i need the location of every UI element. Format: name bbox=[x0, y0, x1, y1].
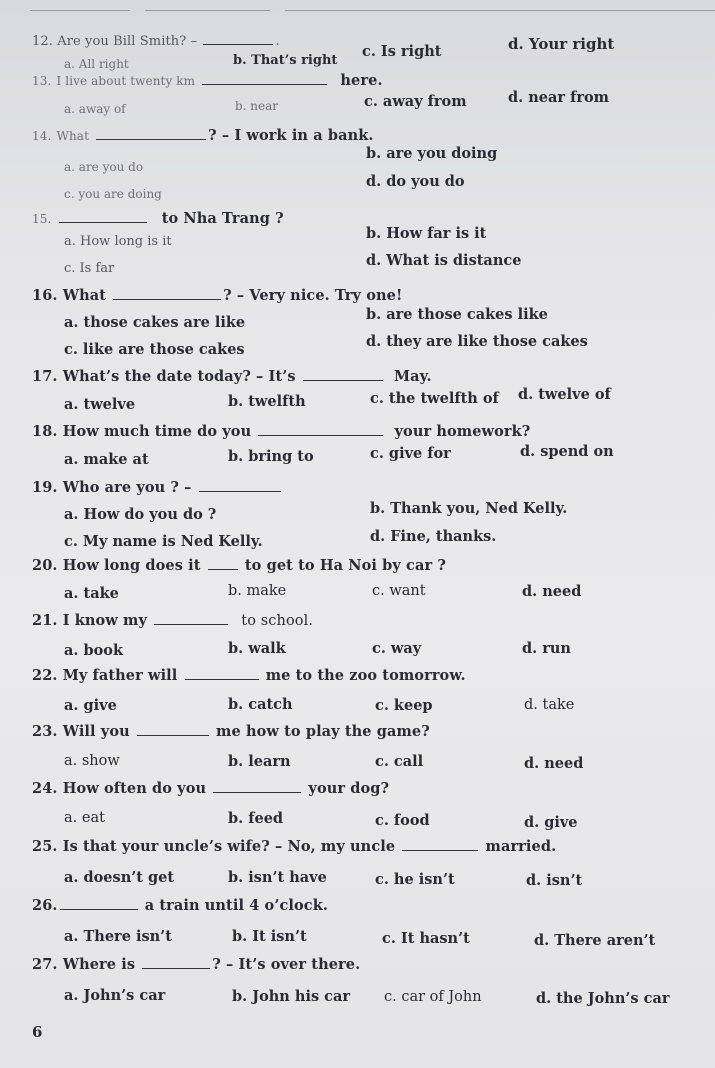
question-number: 13. bbox=[32, 74, 52, 88]
question-number: 12. bbox=[32, 34, 53, 49]
option-b: b. twelfth bbox=[228, 393, 306, 410]
answer-blank bbox=[199, 490, 281, 492]
option-a: a. eat bbox=[64, 810, 105, 826]
question-21 bbox=[32, 612, 313, 629]
question-number: 24. bbox=[32, 780, 58, 797]
question-23 bbox=[32, 723, 430, 740]
option-a: a. book bbox=[64, 642, 124, 659]
question-text-after: me to the zoo tomorrow. bbox=[265, 667, 466, 684]
option-b: b. near bbox=[235, 99, 279, 113]
answer-blank bbox=[208, 568, 238, 570]
option-c: c. keep bbox=[375, 697, 433, 714]
answer-blank bbox=[185, 678, 259, 680]
question-text-before: How much time do you bbox=[62, 423, 252, 440]
option-d: d. near from bbox=[508, 89, 609, 106]
question-27 bbox=[32, 956, 360, 973]
option-c: c. away from bbox=[364, 93, 467, 110]
question-text-before: Is that your uncle’s wife? – No, my uncle bbox=[62, 838, 396, 855]
option-d: d. give bbox=[524, 814, 578, 831]
question-text-after: ? – I work in a bank. bbox=[208, 127, 374, 144]
option-d: d. need bbox=[522, 583, 582, 600]
question-text-before: How often do you bbox=[62, 780, 207, 797]
top-rule bbox=[285, 10, 715, 11]
question-18 bbox=[32, 423, 530, 440]
answer-blank bbox=[258, 434, 383, 436]
option-c: c. food bbox=[375, 812, 430, 829]
question-text-before: What’s the date today? – It’s bbox=[62, 368, 296, 385]
option-d: d. they are like those cakes bbox=[366, 333, 588, 350]
option-c: c. My name is Ned Kelly. bbox=[64, 533, 263, 550]
option-c: c. the twelfth of bbox=[370, 390, 499, 407]
question-text-before: I know my bbox=[62, 612, 147, 629]
option-a: a. twelve bbox=[64, 396, 136, 413]
question-17 bbox=[32, 368, 432, 385]
option-d: d. Your right bbox=[508, 35, 615, 53]
option-b: b. Thank you, Ned Kelly. bbox=[370, 500, 568, 517]
option-d: d. isn’t bbox=[526, 872, 583, 889]
question-text-after: to Nha Trang ? bbox=[161, 210, 284, 227]
answer-blank bbox=[137, 734, 209, 736]
top-rule bbox=[145, 10, 270, 11]
question-number: 19. bbox=[32, 479, 58, 496]
question-text-before: What bbox=[56, 129, 89, 143]
option-d: d. do you do bbox=[366, 173, 465, 190]
option-b: b. make bbox=[228, 583, 287, 599]
option-b: b. feed bbox=[228, 810, 284, 827]
option-b: b. walk bbox=[228, 640, 286, 657]
answer-blank bbox=[59, 221, 147, 223]
top-rule bbox=[30, 10, 130, 11]
option-c: c. Is far bbox=[64, 261, 115, 276]
option-c: c. It hasn’t bbox=[382, 930, 470, 947]
question-text-before: Who are you ? – bbox=[62, 479, 192, 496]
option-a: a. All right bbox=[64, 57, 129, 71]
option-b: b. are those cakes like bbox=[366, 306, 548, 323]
question-number: 23. bbox=[32, 723, 58, 740]
option-d: d. the John’s car bbox=[536, 990, 670, 1007]
question-text-before: I live about twenty km bbox=[56, 74, 196, 88]
answer-blank bbox=[60, 908, 138, 910]
option-c: c. way bbox=[372, 640, 422, 657]
option-d: d. twelve of bbox=[518, 386, 611, 403]
option-a: a. John’s car bbox=[64, 987, 166, 1004]
option-b: b. It isn’t bbox=[232, 928, 307, 945]
option-a: a. show bbox=[64, 753, 120, 769]
question-number: 18. bbox=[32, 423, 58, 440]
answer-blank bbox=[203, 43, 273, 45]
answer-blank bbox=[303, 379, 383, 381]
option-c: c. car of John bbox=[384, 989, 482, 1005]
question-number: 15. bbox=[32, 212, 52, 226]
option-a: a. How do you do ? bbox=[64, 506, 217, 523]
question-text-after: ? – It’s over there. bbox=[212, 956, 361, 973]
option-b: b. are you doing bbox=[366, 145, 498, 162]
option-b: b. John his car bbox=[232, 988, 351, 1005]
question-text-after: to get to Ha Noi by car ? bbox=[244, 557, 446, 574]
option-a: a. away of bbox=[64, 102, 126, 116]
question-16 bbox=[32, 287, 402, 304]
option-c: c. call bbox=[375, 753, 424, 770]
question-number: 27. bbox=[32, 956, 58, 973]
question-13 bbox=[32, 72, 383, 89]
question-24 bbox=[32, 780, 389, 797]
question-number: 14. bbox=[32, 129, 52, 143]
question-15 bbox=[32, 210, 284, 227]
option-b: b. bring to bbox=[228, 448, 314, 465]
option-b: b. That’s right bbox=[233, 53, 338, 68]
question-text-after: . bbox=[275, 34, 280, 49]
option-d: d. run bbox=[522, 640, 571, 657]
option-c: c. you are doing bbox=[64, 187, 162, 201]
question-text-before: What bbox=[62, 287, 107, 304]
option-b: b. learn bbox=[228, 753, 291, 770]
question-19 bbox=[32, 479, 283, 496]
question-text-before: How long does it bbox=[62, 557, 201, 574]
question-12 bbox=[32, 34, 280, 49]
question-26 bbox=[32, 897, 328, 914]
question-number: 22. bbox=[32, 667, 58, 684]
option-d: d. There aren’t bbox=[534, 932, 656, 949]
question-22 bbox=[32, 667, 466, 684]
option-a: a. There isn’t bbox=[64, 928, 172, 945]
question-text-after: me how to play the game? bbox=[216, 723, 430, 740]
question-text-after: May. bbox=[393, 368, 432, 385]
question-number: 16. bbox=[32, 287, 58, 304]
question-text-after: your homework? bbox=[394, 423, 531, 440]
option-d: d. Fine, thanks. bbox=[370, 528, 497, 545]
question-number: 25. bbox=[32, 838, 58, 855]
question-25 bbox=[32, 838, 556, 855]
option-c: c. like are those cakes bbox=[64, 341, 245, 358]
option-a: a. give bbox=[64, 697, 117, 714]
question-number: 21. bbox=[32, 612, 58, 629]
option-c: c. he isn’t bbox=[375, 871, 455, 888]
option-b: b. catch bbox=[228, 696, 293, 713]
question-text-before: My father will bbox=[62, 667, 178, 684]
option-c: c. Is right bbox=[362, 43, 442, 60]
option-d: d. need bbox=[524, 755, 584, 772]
answer-blank bbox=[402, 849, 478, 851]
question-text-before: Will you bbox=[62, 723, 130, 740]
answer-blank bbox=[96, 138, 206, 140]
option-a: a. doesn’t get bbox=[64, 869, 175, 886]
option-c: c. want bbox=[372, 583, 426, 599]
question-number: 20. bbox=[32, 557, 58, 574]
option-a: a. make at bbox=[64, 451, 149, 468]
question-text-after: a train until 4 o’clock. bbox=[144, 897, 328, 914]
option-a: a. are you do bbox=[64, 160, 144, 174]
option-a: a. take bbox=[64, 585, 119, 602]
answer-blank bbox=[154, 623, 228, 625]
option-b: b. isn’t have bbox=[228, 869, 327, 886]
question-text-after: married. bbox=[485, 838, 557, 855]
question-text-before: Are you Bill Smith? – bbox=[57, 34, 198, 49]
answer-blank bbox=[113, 298, 221, 300]
question-text-before: Where is bbox=[62, 956, 136, 973]
answer-blank bbox=[142, 967, 210, 969]
question-text-after: your dog? bbox=[308, 780, 390, 797]
option-b: b. How far is it bbox=[366, 225, 487, 242]
question-text-after: to school. bbox=[241, 613, 314, 629]
question-text-after: ? – Very nice. Try one! bbox=[223, 287, 403, 304]
option-c: c. give for bbox=[370, 445, 451, 462]
question-number: 17. bbox=[32, 368, 58, 385]
question-14 bbox=[32, 127, 374, 144]
option-a: a. those cakes are like bbox=[64, 314, 246, 331]
question-text-after: here. bbox=[340, 72, 383, 89]
option-d: d. spend on bbox=[520, 443, 614, 460]
answer-blank bbox=[213, 791, 301, 793]
option-a: a. How long is it bbox=[64, 234, 172, 249]
answer-blank bbox=[202, 83, 327, 85]
option-d: d. take bbox=[524, 697, 575, 713]
question-number: 26. bbox=[32, 897, 58, 914]
question-20 bbox=[32, 557, 446, 574]
page-number: 6 bbox=[32, 1023, 43, 1041]
option-d: d. What is distance bbox=[366, 252, 522, 269]
